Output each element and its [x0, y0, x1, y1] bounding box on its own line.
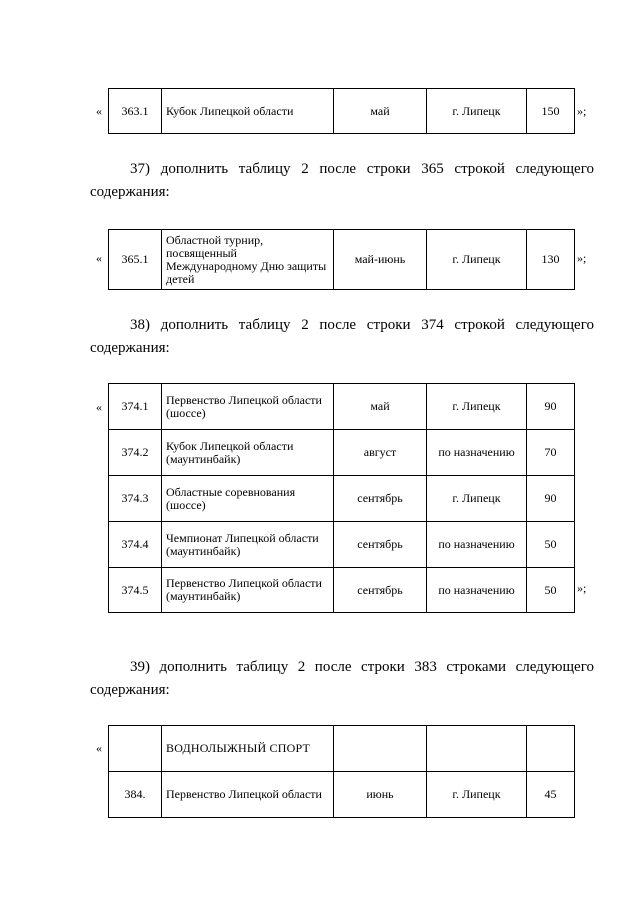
event-place: г. Липецк [427, 772, 527, 818]
row-number: 384. [109, 772, 162, 818]
event-name: Первенство Липецкой области (шоссе) [162, 384, 334, 430]
close-quote: »; [577, 581, 587, 595]
event-place: по назначению [427, 430, 527, 476]
table-row [109, 230, 575, 290]
participant-count: 90 [527, 476, 575, 522]
row-number: 365.1 [109, 230, 162, 290]
event-place: г. Липецк [427, 230, 527, 290]
table-row [109, 430, 575, 476]
open-quote: « [96, 400, 102, 414]
paragraph-37: 37) дополнить таблицу 2 после строки 365 строкой следующего содержания: [90, 161, 594, 200]
empty-cell [427, 726, 527, 772]
close-quote: »; [577, 251, 587, 265]
event-place: по назначению [427, 568, 527, 613]
event-month: сентябрь [334, 476, 427, 522]
table-363 [108, 88, 575, 134]
participant-count: 45 [527, 772, 575, 818]
event-month: май-июнь [334, 230, 427, 290]
table-row [109, 522, 575, 568]
event-month: июнь [334, 772, 427, 818]
table-374 [108, 383, 575, 613]
event-place: г. Липецк [427, 476, 527, 522]
table-row [109, 476, 575, 522]
row-number: 363.1 [109, 89, 162, 134]
event-month: сентябрь [334, 522, 427, 568]
participant-count: 90 [527, 384, 575, 430]
empty-cell [527, 726, 575, 772]
table-row [109, 384, 575, 430]
open-quote: « [96, 741, 102, 755]
row-number: 374.2 [109, 430, 162, 476]
participant-count: 50 [527, 522, 575, 568]
event-place: г. Липецк [427, 89, 527, 134]
table-row [109, 772, 575, 818]
close-quote: »; [577, 104, 587, 118]
event-place: по назначению [427, 522, 527, 568]
row-number: 374.5 [109, 568, 162, 613]
participant-count: 70 [527, 430, 575, 476]
event-name: Первенство Липецкой области [162, 772, 334, 818]
event-place: г. Липецк [427, 384, 527, 430]
participant-count: 150 [527, 89, 575, 134]
open-quote: « [96, 251, 102, 265]
table-row [109, 568, 575, 613]
table-row [109, 89, 575, 134]
row-number: 374.4 [109, 522, 162, 568]
participant-count: 130 [527, 230, 575, 290]
table-row [109, 726, 575, 772]
event-name: Областные соревнования (шоссе) [162, 476, 334, 522]
paragraph-39: 39) дополнить таблицу 2 после строки 383 строками следующего содержания: [90, 659, 594, 698]
row-number: 374.3 [109, 476, 162, 522]
event-name: Областной турнир, посвященный Международному Дню защиты детей [162, 230, 334, 290]
event-name: Кубок Липецкой области [162, 89, 334, 134]
row-number-empty [109, 726, 162, 772]
paragraph-38: 38) дополнить таблицу 2 после строки 374 строкой следующего содержания: [90, 317, 594, 356]
event-month: август [334, 430, 427, 476]
participant-count: 50 [527, 568, 575, 613]
open-quote: « [96, 104, 102, 118]
section-title: ВОДНОЛЫЖНЫЙ СПОРТ [162, 726, 334, 772]
event-month: май [334, 384, 427, 430]
row-number: 374.1 [109, 384, 162, 430]
event-name: Чемпионат Липецкой области (маунтинбайк) [162, 522, 334, 568]
event-month: сентябрь [334, 568, 427, 613]
table-384 [108, 725, 575, 818]
event-name: Кубок Липецкой области (маунтинбайк) [162, 430, 334, 476]
empty-cell [334, 726, 427, 772]
event-name: Первенство Липецкой области (маунтинбайк) [162, 568, 334, 613]
event-month: май [334, 89, 427, 134]
table-365 [108, 229, 575, 290]
